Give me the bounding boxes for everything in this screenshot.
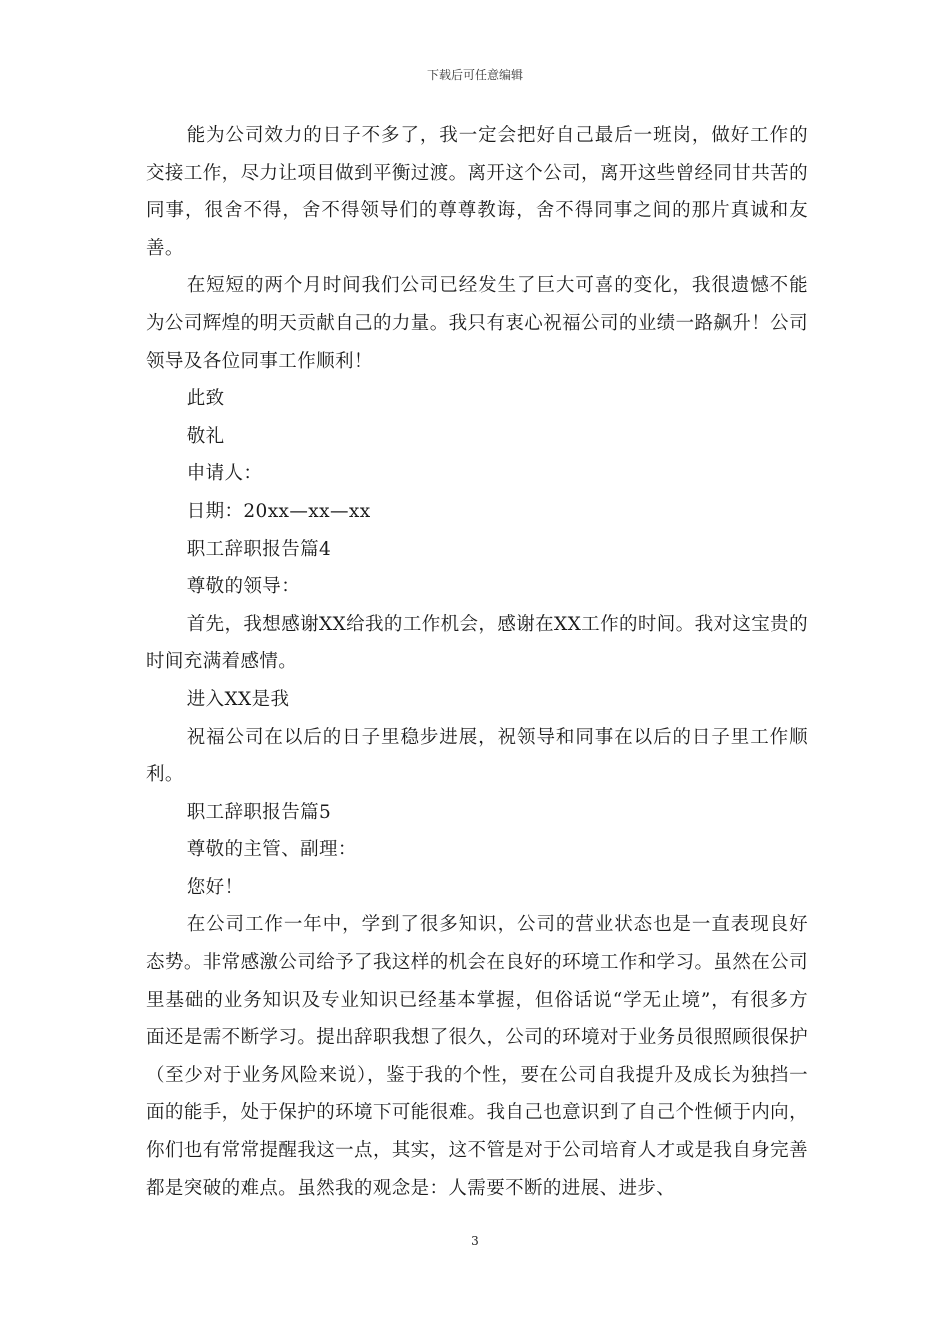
- greeting-supervisor: 尊敬的主管、副理：: [186, 839, 357, 861]
- greeting-hello: 您好！: [186, 876, 244, 898]
- closing-salutation: 此致: [186, 388, 225, 410]
- greeting-leader: 尊敬的领导：: [186, 576, 301, 598]
- applicant-line: 申请人：: [186, 463, 263, 485]
- section-title-5: 职工辞职报告篇5: [186, 801, 332, 823]
- paragraph-joining: 进入XX是我: [186, 688, 290, 710]
- paragraph-blessing: 在短短的两个月时间我们公司已经发生了巨大可喜的变化，我很遗憾不能为公司辉煌的明天贡献自己的力量。我只有衷心祝福公司的业绩一路飙升！公司领导及各位同事工作顺利！: [146, 275, 808, 372]
- date-line: 日期：20xx—xx—xx: [186, 500, 371, 522]
- paragraph-handover: 能为公司效力的日子不多了，我一定会把好自己最后一班岗，做好工作的交接工作，尽力让项目做到平衡过渡。离开这个公司，离开这些曾经同甘共苦的同事，很舍不得，舍不得领导们的尊尊教诲，舍不得同事之间的那片真诚和友善。: [146, 125, 808, 259]
- closing-regards: 敬礼: [186, 425, 225, 447]
- page-number: 3: [471, 1234, 479, 1248]
- document-body: [146, 117, 808, 1207]
- paragraph-reason: 在公司工作一年中，学到了很多知识，公司的营业状态也是一直表现良好态势。非常感激公司给予了我这样的机会在良好的环境工作和学习。虽然在公司里基础的业务知识及专业知识已经基本掌握，但俗话说“学无止境”，有很多方面还是需不断学习。提出辞职我想了很久，公司的环境对于业务员很照顾很保护（至少对于业务风险来说），鉴于我的个性，要在公司自我提升及成长为独挡一面的能手，处于保护的环境下可能很难。我自己也意识到了自己个性倾于内向，你们也有常常提醒我这一点，其实，这不管是对于公司培育人才或是我自身完善都是突破的难点。虽然我的观念是：人需要不断的进展、进步、: [146, 914, 808, 1199]
- paragraph-thanks: 首先，我想感谢XX给我的工作机会，感谢在XX工作的时间。我对这宝贵的时间充满着感情。: [146, 613, 808, 673]
- paragraph-wishes: 祝福公司在以后的日子里稳步进展，祝领导和同事在以后的日子里工作顺利。: [146, 726, 808, 786]
- section-title-4: 职工辞职报告篇4: [186, 538, 332, 560]
- page-header: 下载后可任意编辑: [426, 68, 523, 82]
